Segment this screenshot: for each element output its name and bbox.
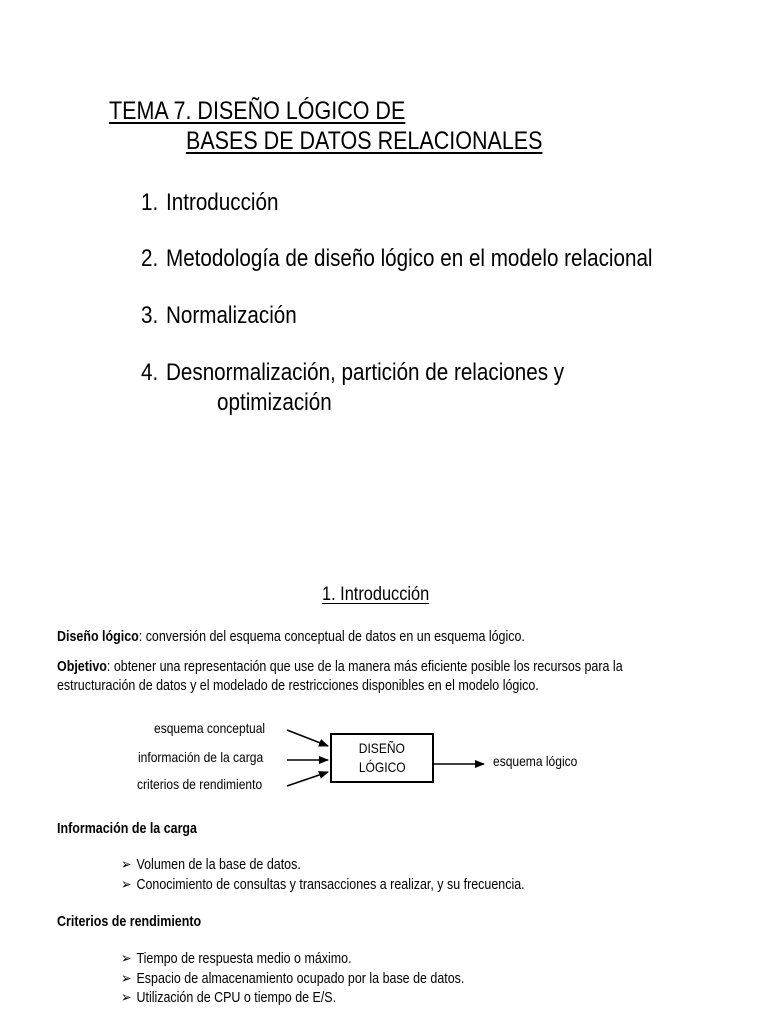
title-line-2: BASES DE DATOS RELACIONALES <box>186 127 543 155</box>
output-label-esquema-logico: esquema lógico <box>493 753 578 769</box>
toc-item-desnormalizacion: Desnormalización, partición de relaciones y <box>166 359 565 386</box>
toc-number: 3. <box>141 302 159 329</box>
title-line-1: TEMA 7. DISEÑO LÓGICO DE <box>109 97 406 125</box>
definition-term: Diseño lógico <box>57 629 139 645</box>
toc-number: 4. <box>141 359 159 386</box>
input-label-esquema-conceptual: esquema conceptual <box>154 720 266 736</box>
arrowhead-bullet-icon: ➢ <box>121 971 132 987</box>
box-label-line-1: DISEÑO <box>358 740 406 756</box>
toc-item-desnormalizacion-cont: optimización <box>217 389 332 416</box>
objective-term: Objetivo <box>57 659 107 675</box>
objective-text-line-1: : obtener una representación que use de la manera más eficiente posible los recursos para la <box>106 659 623 675</box>
arrowhead-bullet-icon: ➢ <box>121 990 132 1006</box>
box-label-line-2: LÓGICO <box>358 759 406 775</box>
toc-item-metodologia: Metodología de diseño lógico en el modelo relacional <box>166 245 653 272</box>
list-item: ➢ Utilización de CPU o tiempo de E/S. <box>121 990 337 1006</box>
arrow-icon <box>287 772 328 786</box>
carga-heading: Información de la carga <box>57 821 197 837</box>
arrowhead-bullet-icon: ➢ <box>121 877 132 893</box>
toc-number: 2. <box>141 245 159 272</box>
toc-number: 1. <box>141 189 159 216</box>
arrowhead-bullet-icon: ➢ <box>121 857 132 873</box>
input-label-criterios-rendimiento: criterios de rendimiento <box>137 776 263 792</box>
list-item: ➢ Volumen de la base de datos. <box>121 857 301 873</box>
input-label-informacion-carga: información de la carga <box>138 749 264 765</box>
arrowhead-bullet-icon: ➢ <box>121 951 132 967</box>
toc-item-normalizacion: Normalización <box>166 302 297 329</box>
list-item: ➢ Tiempo de respuesta medio o máximo. <box>121 951 352 967</box>
rendimiento-heading: Criterios de rendimiento <box>57 914 202 930</box>
toc-item-introduccion: Introducción <box>166 189 279 216</box>
list-item: ➢ Conocimiento de consultas y transacciones a realizar, y su frecuencia. <box>121 877 525 893</box>
section-heading-introduccion: 1. Introducción <box>322 584 430 605</box>
objective-text-line-2: estructuración de datos y el modelado de restricciones disponibles en el modelo lógico. <box>57 678 539 694</box>
list-item: ➢ Espacio de almacenamiento ocupado por la base de datos. <box>121 971 465 987</box>
arrow-icon <box>287 730 328 746</box>
definition-text: : conversión del esquema conceptual de datos en un esquema lógico. <box>138 629 525 645</box>
